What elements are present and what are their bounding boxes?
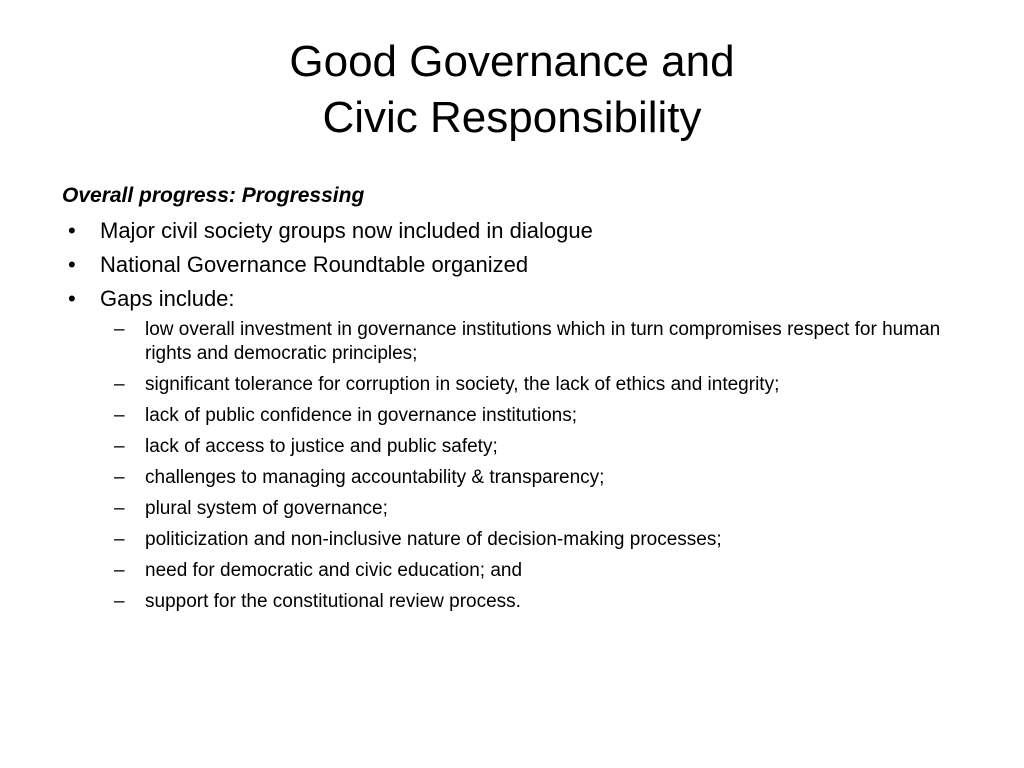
dash-marker: – — [114, 436, 125, 457]
gap-text: need for democratic and civic education; and — [145, 560, 523, 581]
gap-text: significant tolerance for corruption in society, the lack of ethics and integrity; — [145, 374, 780, 395]
gap-text: support for the constitutional review process. — [145, 591, 521, 612]
gap-text: lack of public confidence in governance institutions; — [145, 405, 577, 426]
bullet-marker: • — [68, 252, 76, 277]
bullet-item — [62, 282, 962, 614]
bullet-text: Major civil society groups now included in dialogue — [100, 218, 593, 243]
gap-text: lack of access to justice and public safety; — [145, 436, 498, 457]
bullet-item — [62, 248, 962, 282]
gap-item — [100, 528, 962, 552]
gap-item — [100, 373, 962, 397]
dash-marker: – — [114, 374, 125, 395]
gap-item — [100, 466, 962, 490]
slide-body — [62, 180, 962, 621]
gaps-sub-list — [100, 318, 962, 614]
gap-item — [100, 497, 962, 521]
gap-item — [100, 435, 962, 459]
gap-text: politicization and non-inclusive nature of decision-making processes; — [145, 529, 722, 550]
bullet-text: National Governance Roundtable organized — [100, 252, 529, 277]
gap-item — [100, 318, 962, 366]
gap-text: plural system of governance; — [145, 498, 388, 519]
dash-marker: – — [114, 405, 125, 426]
overall-progress-label: Overall progress: Progressing — [62, 184, 365, 207]
bullet-list — [62, 214, 962, 614]
dash-marker: – — [114, 467, 125, 488]
gap-item — [100, 590, 962, 614]
bullet-marker: • — [68, 218, 76, 243]
bullet-marker: • — [68, 286, 76, 311]
slide-title — [100, 34, 924, 146]
title-line-2: Civic Responsibility — [322, 93, 702, 142]
dash-marker: – — [114, 319, 125, 340]
bullet-text: Gaps include: — [100, 286, 235, 311]
dash-marker: – — [114, 529, 125, 550]
gap-text: challenges to managing accountability & transparency; — [145, 467, 605, 488]
gap-item — [100, 559, 962, 583]
gap-text: low overall investment in governance institutions which in turn compromises respect for human rights and democratic principles; — [145, 319, 941, 364]
dash-marker: – — [114, 560, 125, 581]
bullet-item — [62, 214, 962, 248]
dash-marker: – — [114, 591, 125, 612]
gap-item — [100, 404, 962, 428]
dash-marker: – — [114, 498, 125, 519]
title-line-1: Good Governance and — [289, 37, 735, 86]
